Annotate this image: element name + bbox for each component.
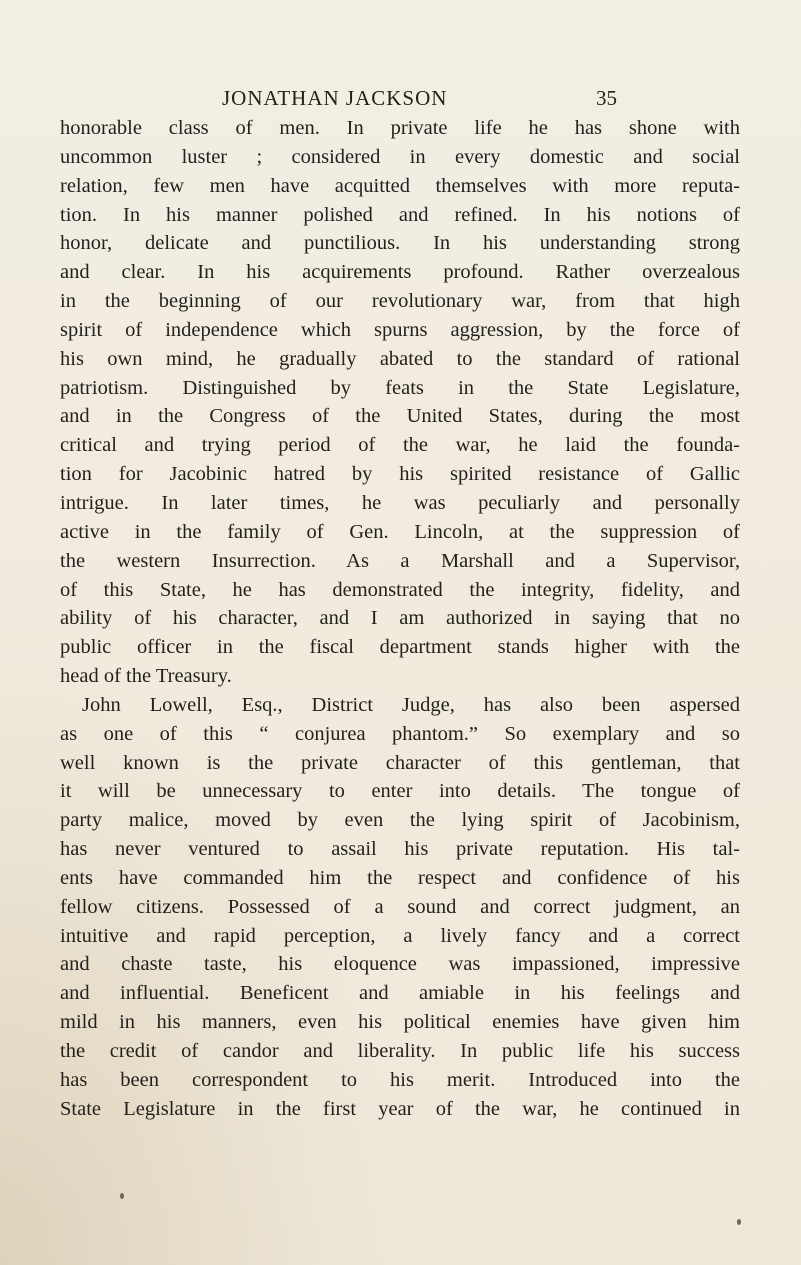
text-line: intrigue. In later times, he was peculiarly and personally bbox=[60, 491, 740, 514]
text-line: and influential. Beneficent and amiable in his feelings and bbox=[60, 982, 740, 1005]
text-line: fellow citizens. Possessed of a sound and correct judgment, an bbox=[60, 895, 740, 918]
running-title: JONATHAN JACKSON bbox=[222, 86, 448, 110]
text-line: honor, delicate and punctilious. In his understanding strong bbox=[60, 232, 740, 255]
paper-speck bbox=[737, 1219, 741, 1225]
body-text bbox=[60, 114, 740, 1124]
text-line: critical and trying period of the war, he laid the founda- bbox=[60, 434, 740, 457]
text-line: in the beginning of our revolutionary war, from that high bbox=[60, 290, 740, 313]
text-line: uncommon luster ; considered in every domestic and social bbox=[60, 145, 740, 168]
text-line: and clear. In his acquirements profound. Rather overzealous bbox=[60, 261, 740, 284]
text-line: State Legislature in the first year of the war, he continued in bbox=[60, 1097, 740, 1120]
text-line: it will be unnecessary to enter into details. The tongue of bbox=[60, 780, 740, 803]
text-line: and chaste taste, his eloquence was impassioned, impressive bbox=[60, 953, 740, 976]
text-line: honorable class of men. In private life he has shone with bbox=[60, 117, 740, 139]
text-line: as one of this “ conjurea phantom.” So exemplary and so bbox=[60, 722, 740, 745]
text-line: spirit of independence which spurns aggression, by the force of bbox=[60, 318, 740, 341]
text-line: mild in his manners, even his political enemies have given him bbox=[60, 1011, 740, 1034]
paper-speck bbox=[120, 1193, 124, 1199]
text-line: and in the Congress of the United States, during the most bbox=[60, 405, 740, 428]
text-line: party malice, moved by even the lying spirit of Jacobinism, bbox=[60, 809, 740, 832]
text-line: ents have commanded him the respect and confidence of his bbox=[60, 866, 740, 889]
page-number: 35 bbox=[596, 86, 617, 110]
text-line: public officer in the fiscal department stands higher with the bbox=[60, 636, 740, 659]
text-line: has never ventured to assail his private reputation. His tal- bbox=[60, 838, 740, 861]
text-line: the credit of candor and liberality. In public life his success bbox=[60, 1040, 740, 1062]
text-line: of this State, he has demonstrated the integrity, fidelity, and bbox=[60, 578, 740, 601]
text-line: intuitive and rapid perception, a lively fancy and a correct bbox=[60, 924, 740, 947]
text-line: tion. In his manner polished and refined. In his notions of bbox=[60, 203, 740, 226]
text-line: well known is the private character of this gentleman, that bbox=[60, 751, 740, 774]
text-line: tion for Jacobinic hatred by his spirited resistance of Gallic bbox=[60, 463, 740, 486]
text-line: patriotism. Distinguished by feats in the State Legislature, bbox=[60, 376, 740, 399]
text-line: John Lowell, Esq., District Judge, has also been aspersed bbox=[82, 693, 740, 716]
running-head bbox=[0, 86, 801, 116]
text-line: the western Insurrection. As a Marshall and a Supervisor, bbox=[60, 549, 740, 572]
text-line: relation, few men have acquitted themselves with more reputa- bbox=[60, 174, 740, 197]
text-line: active in the family of Gen. Lincoln, at the suppression of bbox=[60, 520, 740, 543]
text-line: ability of his character, and I am authorized in saying that no bbox=[60, 607, 740, 630]
text-line: head of the Treasury. bbox=[60, 665, 232, 688]
text-line: his own mind, he gradually abated to the standard of rational bbox=[60, 347, 740, 370]
text-line: has been correspondent to his merit. Introduced into the bbox=[60, 1068, 740, 1091]
